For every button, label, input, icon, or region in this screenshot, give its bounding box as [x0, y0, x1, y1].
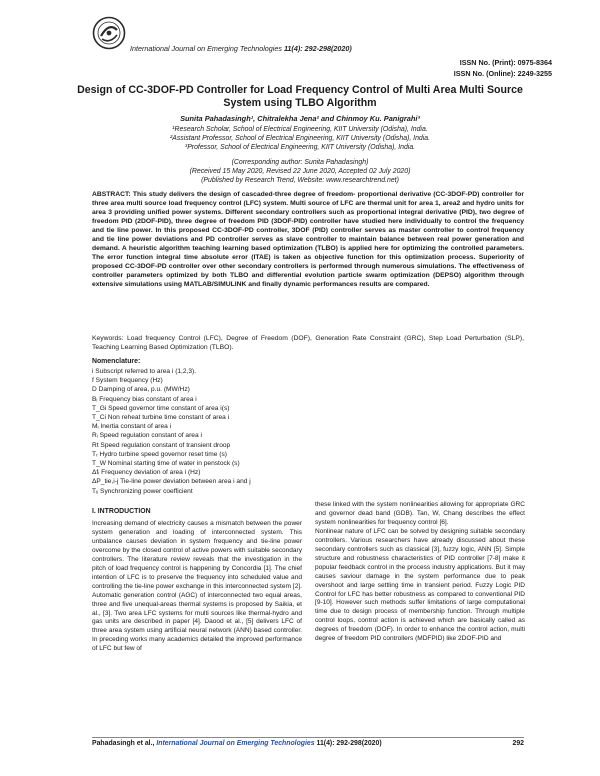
corresponding-author: (Corresponding author: Sunita Pahadasingh): [231, 159, 369, 166]
footer-journal-link[interactable]: International Journal on Emerging Technologies: [156, 740, 315, 747]
nomenclature-item: Rᵢ Speed regulation constant of area i: [92, 432, 202, 440]
issn-print: ISSN No. (Print): 0975-8364: [459, 58, 552, 67]
journal-name: International Journal on Emerging Technologies: [130, 44, 282, 53]
publisher-note: (Published by Research Trend, Website: www.researchtrend.net): [201, 177, 399, 184]
nomenclature-list: [92, 367, 322, 496]
keywords: Keywords: Load frequency Control (LFC), Degree of Freedom (DOF), Generation Rate Constraint (GRC), Step Load Perturbation (SLP), Teaching Learning Based Optimization (TLBO).: [92, 335, 524, 352]
nomenclature-item: D Damping of area, p.u. (MW/Hz): [92, 386, 190, 394]
nomenclature-item: ΔP_tie,i-j Tie-line power deviation between area i and j: [92, 478, 251, 486]
nomenclature-item: Tᵢⱼ Synchronizing power coefficient: [92, 487, 193, 495]
nomenclature-item: T_Gi Speed governor time constant of area i(s): [92, 404, 230, 412]
footer-issue: 11(4): 292-298(2020): [316, 740, 382, 747]
intro-paragraph: these linked with the system nonlinearities allowing for appropriate GRC and governor dead band (GDB). Tan, W, Chang describes the effect system nonlinearities for frequency control [6].: [315, 501, 525, 526]
journal-issue: 11(4): 292-298(2020): [283, 44, 352, 53]
nomenclature-item: Rt Speed regulation constant of transient droop: [92, 441, 231, 449]
nomenclature-item: f System frequency (Hz): [92, 377, 163, 385]
author-list: Sunita Pahadasingh¹, Chitralekha Jena² and Chinmoy Ku. Panigrahi³: [180, 114, 420, 123]
affiliation-1: ¹Research Scholar, School of Electrical Engineering, KIIT University (Odisha), India.: [172, 126, 428, 133]
nomenclature-item: T_W Nominal starting time of water in penstock (s): [92, 460, 240, 468]
intro-paragraph: Increasing demand of electricity causes a mismatch between the power system generation and loading of interconnected system. This unbalance causes deviation in system frequency and tie-line power overcome by the closed control of active powers with suitable secondary controllers. The literature review reveals that the investigation in the pitch of load frequency control is happening by Concordia [1]. The chief intention of LFC is to preserve the frequency into scheduled value and controlling the tie-line power exchange in this interconnected system [2]. Automatic generation control (AGC) of interconnected two equal areas, three and five unequal-areas thermal systems is proposed by Saikia, et al., [3]. Two area LFC systems for multi sources like thermal-hydro and gas units are described in paper [4]. Daood et al., [5] delivers LFC of three area system using artificial neural network (ANN) based controller. In preceding works many academics detailed the improved performance of LFC but few of: [92, 520, 302, 653]
nomenclature-item: Bᵢ Frequency bias constant of area i: [92, 395, 197, 403]
intro-paragraph: Nonlinear nature of LFC can be solved by designing suitable secondary controllers. Various researchers have already discussed about these secondary controllers such as classical [3], fuzzy logic, ANN [5]. Simple structure and robustness characteristics of PID controller [7-8] make it popular feedback control in the process industry applications. But it may causes saviour damage in the system performance due to peak overshoot and large settling time in transient period. Fuzzy Logic PID Control for LFC has better robustness as compared to conventional PID [9-10]. However such methods suffer limitations of large computational time due to design process of membership function. Through multiple control loops, control action is achieved which are basically called as degrees of freedom (DOF). In order to enhance the control action, multi degree of freedom PID controllers (MDFPID) like 2DOF-PID and: [315, 527, 525, 643]
journal-logo-icon: [92, 16, 126, 50]
nomenclature-item: Mᵢ Inertia constant of area i: [92, 423, 172, 431]
introduction-heading: I. INTRODUCTION: [92, 508, 151, 515]
nomenclature-heading: Nomenclature:: [92, 358, 141, 365]
footer-divider: [92, 737, 524, 738]
abstract: ABSTRACT: This study delivers the design of cascaded-three degree of freedom- proportional derivative (CC-3DOF-PD) controller for three area multi source load frequency control (LFC) system. Multi source of LFC are thermal unit for area 1, area2 and hydro units for area 3 providing unified power systems. Different secondary controllers such as proportional integral derivative (PID), two degree of freedom PID (2DOF-PID), three degree of freedom PID (3DOF-PID) controller have studied here individually to control the frequency and tie line power. In this proposed CC-3DOF-PD controller, 3DOF (PID) controller serves as master controller to control frequency and tie line power deviations and PD controller serves as slave controller to maintain balance between real power generation and demand. A heuristic algorithm teaching learning based optimization (TLBO) is applied here for optimizing the controlled parameters. The error function integral time absolute error (ITAE) is taken as objective function for this optimization process. Superiority of proposed CC-3DOF-PD controller over other secondary controllers is performed through numerous simulations. The effectiveness of controller parameters optimized by both TLBO and differential evolution particle swarm optimization (DEPSO) algorithm through extensive simulations using MATLAB/SIMULINK and finally dynamic performances results are compared.: [92, 191, 524, 289]
footer-authors: Pahadasingh et al.,: [92, 740, 155, 747]
submission-dates: (Received 15 May 2020, Revised 22 June 2020, Accepted 02 July 2020): [189, 168, 411, 175]
nomenclature-item: i Subscript referred to area i (1,2,3).: [92, 368, 197, 375]
issn-online: ISSN No. (Online): 2249-3255: [453, 69, 552, 78]
nomenclature-item: T_Ci Non reheat turbine time constant of area i: [92, 414, 230, 422]
nomenclature-item: Δfᵢ Frequency deviation of area i (Hz): [92, 469, 201, 477]
paper-title: Design of CC-3DOF-PD Controller for Load Frequency Control of Multi Area Multi Source System using TLBO Algorithm: [77, 84, 523, 109]
affiliation-3: ³Professor, School of Electrical Engineering, KIIT University (Odisha), India.: [184, 144, 416, 151]
intro-column-left: [92, 520, 302, 654]
affiliation-2: ²Assistant Professor, School of Electrical Engineering, KIIT University (Odisha), India.: [169, 135, 431, 142]
journal-header: [130, 44, 352, 53]
page-number: 292: [512, 740, 524, 747]
page-footer: [92, 740, 524, 747]
nomenclature-item: Tᵣ Hydro turbine speed governor reset time (s): [92, 450, 227, 458]
intro-column-right: [315, 501, 525, 644]
